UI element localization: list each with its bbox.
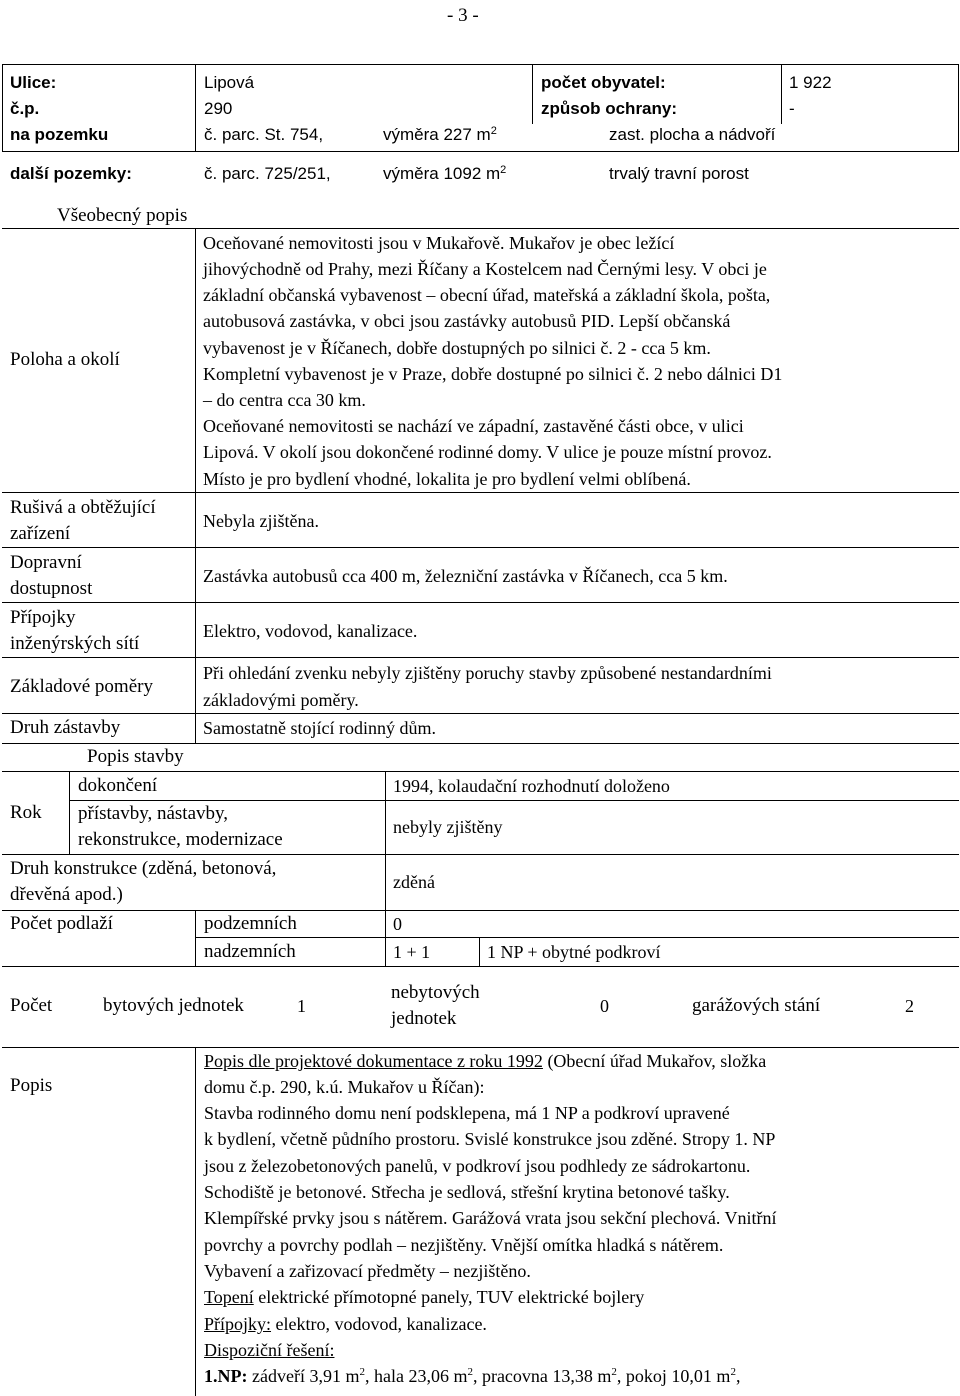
description-line: povrchy a povrchy podlah – nezjištěny. Vnější omítka hladká s nátěrem. bbox=[204, 1235, 724, 1255]
population-label: počet obyvatel: bbox=[541, 73, 666, 92]
building-title: Popis stavby bbox=[87, 746, 184, 767]
floors-label: Počet podlaží bbox=[10, 913, 113, 934]
location-line: autobusová zastávka, v obci jsou zastávky autobusů PID. Lepší občanská bbox=[203, 311, 731, 331]
garage-value: 2 bbox=[905, 996, 914, 1016]
construction-rule bbox=[385, 854, 386, 910]
transport-value: Zastávka autobusů cca 400 m, železniční zastávka v Říčanech, cca 5 km. bbox=[203, 566, 728, 586]
row-rule bbox=[2, 910, 959, 911]
disturb-value: Nebyla zjištěna. bbox=[203, 511, 319, 531]
flats-value: 1 bbox=[297, 996, 306, 1016]
row-rule bbox=[2, 492, 959, 493]
description-heading: Popis dle projektové dokumentace z roku 1992 (Obecní úřad Mukařov, složka bbox=[204, 1051, 767, 1071]
location-line: jihovýchodně od Prahy, mezi Říčany a Kostelcem nad Černými lesy. V obci je bbox=[203, 259, 767, 279]
street-value: Lipová bbox=[204, 73, 255, 92]
utilities-label: inženýrských sítí bbox=[10, 633, 140, 654]
more-parcel-type: trvalý travní porost bbox=[609, 164, 749, 183]
floors-rule bbox=[385, 910, 386, 966]
heating-line: Topení elektrické přímotopné panely, TUV elektrické bojlery bbox=[204, 1287, 645, 1307]
more-parcel-value: č. parc. 725/251, bbox=[204, 164, 331, 183]
description-rule bbox=[195, 1047, 196, 1396]
description-line: domu č.p. 290, k.ú. Mukařov u Říčan): bbox=[204, 1077, 485, 1097]
street-label: Ulice: bbox=[10, 73, 57, 92]
foundation-label: Základové poměry bbox=[10, 676, 153, 697]
nonres-label: jednotek bbox=[391, 1008, 457, 1029]
header-top-rule bbox=[2, 64, 959, 65]
label-column-rule bbox=[195, 228, 196, 744]
description-line: jsou z železobetonových panelů, v podkroví jsou podhledy ze sádrokartonu. bbox=[204, 1156, 751, 1176]
completion-value: 1994, kolaudační rozhodnutí doloženo bbox=[393, 776, 670, 796]
population-value: 1 922 bbox=[789, 73, 832, 92]
general-title: Všeobecný popis bbox=[57, 205, 188, 226]
parcel-area: výměra 227 $m^2$ bbox=[383, 125, 497, 144]
location-line: Oceňované nemovitosti jsou v Mukařově. Mukařov je obec ležící bbox=[203, 233, 675, 253]
row-rule bbox=[195, 937, 959, 938]
number-label: č.p. bbox=[10, 99, 40, 118]
floors-rule bbox=[479, 937, 480, 966]
header-bottom-rule bbox=[2, 151, 959, 152]
header-divider bbox=[532, 64, 533, 124]
header-right-rule bbox=[958, 64, 959, 152]
section-rule bbox=[2, 771, 959, 772]
foundation-value: Při ohledání zvenku nebyly zjištěny poruchy stavby způsobené nestandardními bbox=[203, 663, 772, 683]
aboveground-note: 1 NP + obytné podkroví bbox=[487, 942, 661, 962]
location-line: základní občanská vybavenost – obecní úřad, mateřská a základní škola, pošta, bbox=[203, 285, 771, 305]
layout-label: Dispoziční řešení: bbox=[204, 1340, 335, 1360]
location-line: Kompletní vybavenost je v Praze, dobře dostupné po silnici č. 2 nebo dálnici D1 bbox=[203, 364, 783, 384]
header-divider bbox=[195, 64, 196, 152]
count-label: Počet bbox=[10, 995, 53, 1016]
location-label: Poloha a okolí bbox=[10, 349, 120, 370]
row-rule bbox=[2, 657, 959, 658]
rooms-line: 1.NP: zádveří 3,91 $m^2$, hala 23,06 $m^2$, pracovna 13,38 $m^2$, pokoj 10,01 $m^2$, bbox=[204, 1366, 741, 1386]
transport-label: dostupnost bbox=[10, 578, 93, 599]
aboveground-value: 1 + 1 bbox=[393, 942, 431, 962]
year-label-rule bbox=[69, 771, 70, 854]
row-rule bbox=[2, 1047, 959, 1048]
disturb-label: Rušivá a obtěžující bbox=[10, 497, 156, 518]
transport-label: Dopravní bbox=[10, 552, 82, 573]
description-line: Schodiště je betonové. Střecha je sedlová, střešní krytina betonové tašky. bbox=[204, 1182, 730, 1202]
row-rule bbox=[2, 854, 959, 855]
description-label: Popis bbox=[10, 1075, 53, 1096]
year-label: Rok bbox=[10, 802, 42, 823]
location-line: Lipová. V okolí jsou dokončené rodinné domy. V ulice je pouze místní provoz. bbox=[203, 442, 772, 462]
completion-label: dokončení bbox=[78, 775, 158, 796]
connections-line: Přípojky: elektro, vodovod, kanalizace. bbox=[204, 1314, 487, 1334]
underground-value: 0 bbox=[393, 914, 402, 934]
parcel-value: č. parc. St. 754, bbox=[204, 125, 324, 144]
header-left-rule bbox=[2, 64, 3, 152]
aboveground-label: nadzemních bbox=[204, 941, 296, 962]
flats-label: bytových jednotek bbox=[103, 995, 244, 1016]
construction-label: dřevěná apod.) bbox=[10, 884, 123, 905]
location-line: vybavenost je v Říčanech, dobře dostupných po silnici č. 2 - cca 5 km. bbox=[203, 338, 711, 358]
header-divider bbox=[781, 64, 782, 124]
nonres-value: 0 bbox=[600, 996, 609, 1016]
description-line: k bydlení, včetně půdního prostoru. Svislé konstrukce jsou zděné. Stropy 1. NP bbox=[204, 1129, 776, 1149]
location-line: – do centra cca 30 km. bbox=[203, 390, 366, 410]
utilities-value: Elektro, vodovod, kanalizace. bbox=[203, 621, 418, 641]
description-line: Vybavení a zařizovací předměty – nezjištěno. bbox=[204, 1261, 531, 1281]
location-line: Místo je pro bydlení vhodné, lokalita je pro bydlení velmi oblíbená. bbox=[203, 469, 691, 489]
description-line: Klempířské prvky jsou s nátěrem. Garážová vrata jsou sekční plechová. Vnitřní bbox=[204, 1208, 777, 1228]
protection-label: způsob ochrany: bbox=[541, 99, 678, 118]
description-line: Stavba rodinného domu není podsklepena, má 1 NP a podkroví upravené bbox=[204, 1103, 730, 1123]
row-rule bbox=[2, 713, 959, 714]
floors-rule bbox=[195, 910, 196, 966]
additions-label: rekonstrukce, modernizace bbox=[78, 829, 283, 850]
nonres-label: nebytových bbox=[391, 982, 480, 1003]
protection-value: - bbox=[789, 99, 795, 118]
row-rule bbox=[2, 966, 959, 967]
garage-label: garážových stání bbox=[692, 995, 821, 1016]
additions-value: nebyly zjištěny bbox=[393, 817, 503, 837]
row-rule bbox=[2, 547, 959, 548]
underground-label: podzemních bbox=[204, 913, 297, 934]
disturb-label: zařízení bbox=[10, 523, 71, 544]
row-rule bbox=[69, 800, 959, 801]
utilities-label: Přípojky bbox=[10, 607, 76, 628]
parcel-label: na pozemku bbox=[10, 125, 109, 144]
row-rule bbox=[2, 602, 959, 603]
additions-label: přístavby, nástavby, bbox=[78, 803, 229, 824]
construction-label: Druh konstrukce (zděná, betonová, bbox=[10, 858, 277, 879]
yard-label: zast. plocha a nádvoří bbox=[609, 125, 776, 144]
more-parcel-area: výměra 1092 $m^2$ bbox=[383, 164, 507, 183]
page-number: - 3 - bbox=[447, 5, 479, 26]
year-value-rule bbox=[385, 771, 386, 854]
foundation-value: základovými poměry. bbox=[203, 690, 359, 710]
building-type-label: Druh zástavby bbox=[10, 717, 121, 738]
section-rule bbox=[2, 228, 959, 229]
more-parcels-label: další pozemky: bbox=[10, 164, 132, 183]
construction-value: zděná bbox=[393, 872, 435, 892]
row-rule bbox=[2, 743, 959, 744]
number-value: 290 bbox=[204, 99, 233, 118]
building-type-value: Samostatně stojící rodinný dům. bbox=[203, 718, 436, 738]
location-line: Oceňované nemovitosti se nachází ve západní, zastavěné části obce, v ulici bbox=[203, 416, 744, 436]
